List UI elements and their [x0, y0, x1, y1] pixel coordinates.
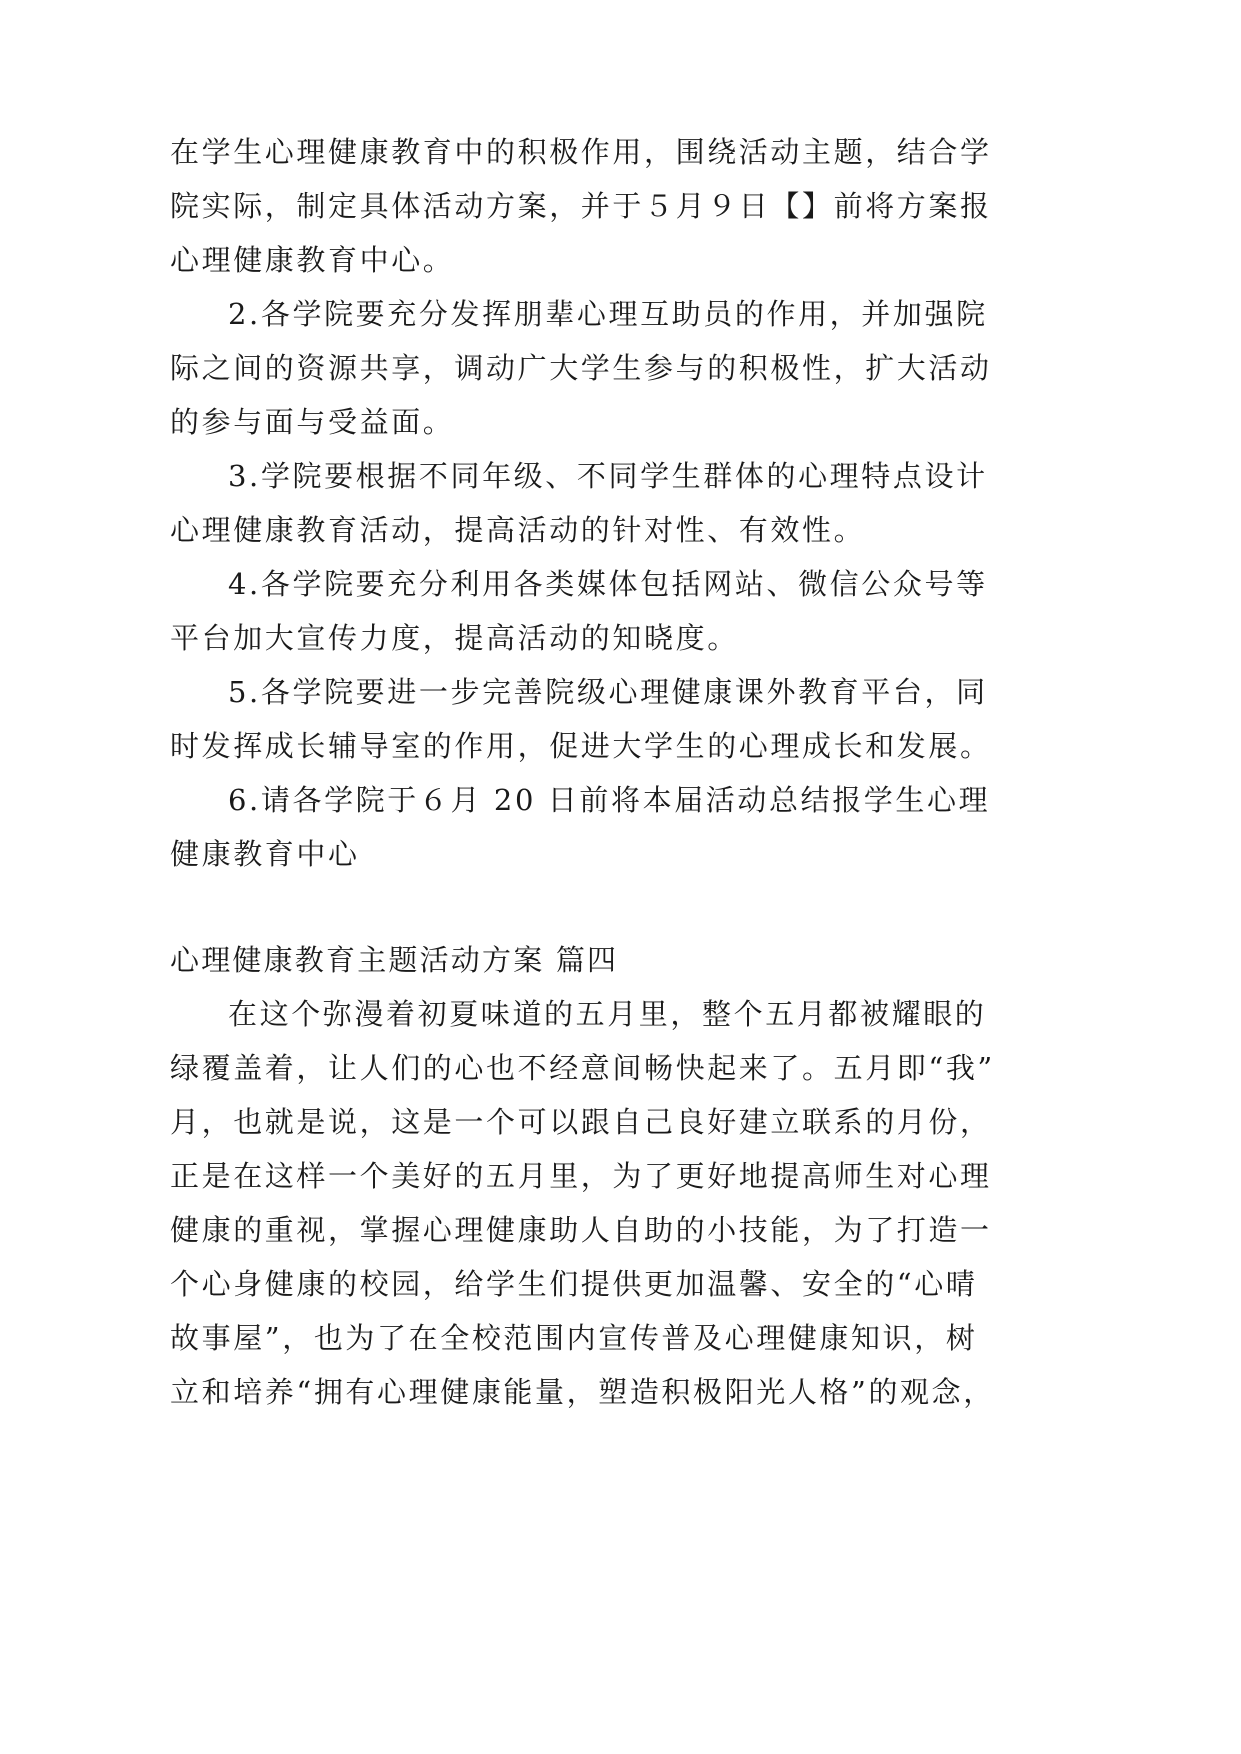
paragraph-line: 立和培养“拥有心理健康能量，塑造积极阳光人格”的观念， — [170, 1375, 995, 1409]
paragraph-line: 院实际，制定具体活动方案，并于５月９日【】前将方案报 — [170, 189, 992, 223]
list-item-line: 4.各学院要充分利用各类媒体包括网站、微信公众号等 — [228, 567, 988, 601]
list-item-line: 3.学院要根据不同年级、不同学生群体的心理特点设计 — [228, 459, 988, 493]
list-item-line: 时发挥成长辅导室的作用，促进大学生的心理成长和发展。 — [170, 729, 992, 763]
list-item-line: 心理健康教育活动，提高活动的针对性、有效性。 — [170, 513, 866, 547]
list-item-line: 平台加大宣传力度，提高活动的知晓度。 — [170, 621, 739, 655]
paragraph-line: 健康的重视，掌握心理健康助人自助的小技能，为了打造一 — [170, 1213, 992, 1247]
list-item-line: 际之间的资源共享，调动广大学生参与的积极性，扩大活动 — [170, 351, 992, 385]
section-heading: 心理健康教育主题活动方案 篇四 — [170, 943, 619, 977]
list-item-line: 5.各学院要进一步完善院级心理健康课外教育平台，同 — [228, 675, 988, 709]
list-item-line: 健康教育中心 — [170, 837, 360, 871]
paragraph-line: 在学生心理健康教育中的积极作用，围绕活动主题，结合学 — [170, 135, 992, 169]
list-item-line: 的参与面与受益面。 — [170, 405, 455, 439]
paragraph-line: 个心身健康的校园，给学生们提供更加温馨、安全的“心晴 — [170, 1267, 978, 1301]
paragraph-line: 正是在这样一个美好的五月里，为了更好地提高师生对心理 — [170, 1159, 992, 1193]
paragraph-line: 故事屋”，也为了在全校范围内宣传普及心理健康知识，树 — [170, 1321, 978, 1355]
paragraph-line: 绿覆盖着，让人们的心也不经意间畅快起来了。五月即“我” — [170, 1051, 995, 1085]
list-item-line: 2.各学院要充分发挥朋辈心理互助员的作用，并加强院 — [228, 297, 988, 331]
paragraph-line: 心理健康教育中心。 — [170, 243, 455, 277]
paragraph-line: 月，也就是说，这是一个可以跟自己良好建立联系的月份， — [170, 1105, 992, 1139]
list-item-line: 6.请各学院于６月 20 日前将本届活动总结报学生心理 — [228, 783, 991, 817]
paragraph-line: 在这个弥漫着初夏味道的五月里，整个五月都被耀眼的 — [228, 997, 987, 1031]
